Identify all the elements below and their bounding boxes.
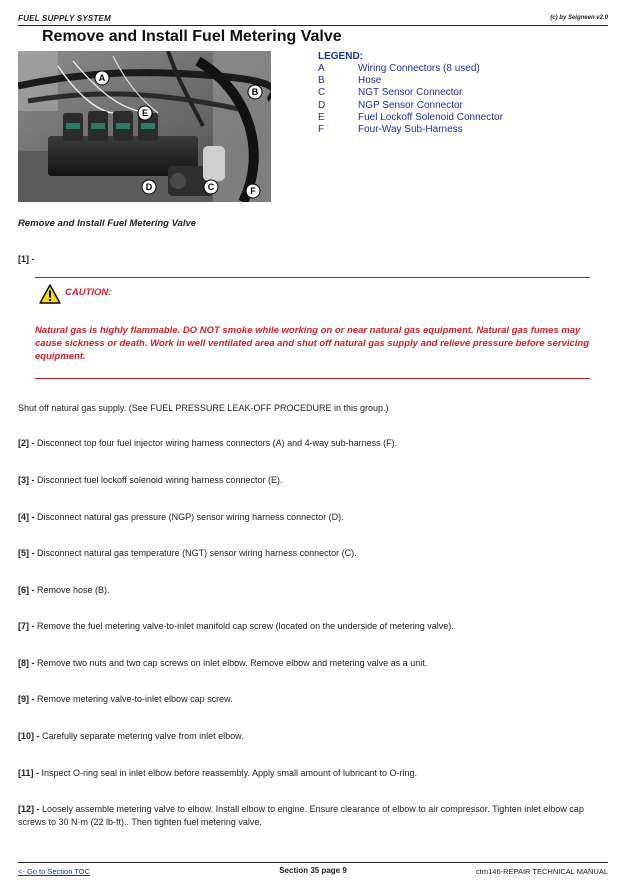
caution-label: CAUTION: [65,287,112,298]
callout-d [142,180,156,194]
engine-photo [18,51,271,202]
svg-text:A: A [98,73,106,83]
svg-text:B: B [251,87,259,97]
step-10 [18,730,608,743]
caution-bottom-rule [35,378,590,379]
manual-name: ctm146-REPAIR TECHNICAL MANUAL [476,867,608,876]
step-number: [3] - [18,475,35,485]
legend-key: D [318,99,326,111]
step-11 [18,767,608,780]
step-text: Remove metering valve-to-inlet elbow cap screw. [34,694,233,704]
svg-text:F: F [250,186,256,196]
legend-key: A [318,63,325,74]
step-text: Disconnect top four fuel injector wiring harness connectors (A) and 4-way sub-harness (F). [34,438,398,448]
step-text: Remove hose (B). [34,585,110,595]
legend-item [318,124,608,136]
legend-key: F [318,124,325,136]
svg-text:D: D [145,182,153,192]
step-2 [18,437,608,450]
step-6 [18,584,608,597]
step-number: [8] - [18,658,35,668]
legend [318,51,608,136]
step-9 [18,693,608,706]
legend-key: E [318,111,325,123]
step-number: [12] - [18,804,40,814]
callout-b [248,85,262,99]
callout-c [204,180,218,194]
page-header [18,10,608,24]
step-number: [10] - [18,731,40,741]
caution-box [35,277,590,381]
step-text: Disconnect fuel lockoff solenoid wiring harness connector (E). [34,475,283,485]
header-divider [18,25,608,26]
step-5 [18,547,608,560]
svg-text:E: E [141,108,149,118]
svg-text:C: C [207,182,215,192]
legend-label: Wiring Connectors (8 used) [358,63,480,74]
callout-f [246,184,260,198]
header-section-title: FUEL SUPPLY SYSTEM [18,14,111,23]
step-text: Disconnect natural gas temperature (NGT) sensor wiring harness connector (C). [34,548,357,558]
step-8 [18,657,608,670]
step-number: [11] - [18,768,40,778]
engine-photo-drawing [18,51,271,202]
page-footer [18,862,608,882]
step-number: [6] - [18,585,35,595]
step-3 [18,474,608,487]
page-title: Remove and Install Fuel Metering Valve [42,28,342,45]
legend-item [318,100,608,112]
step-7 [18,620,608,633]
step-number: [4] - [18,512,35,522]
legend-label: Hose [358,75,382,87]
callout-a [95,71,109,85]
step-text: Loosely assemble metering valve to elbow. Install elbow to engine. Ensure clearance of elbow to air compressor. Tighten inlet elbow cap screws to 30 N·m (22 lb-ft).. Then tighten fuel metering valve. [18,804,584,827]
step-text: Carefully separate metering valve from inlet elbow. [39,731,244,741]
legend-label: Four-Way Sub-Harness [358,124,463,136]
callout-e [138,106,152,120]
step-text: Remove two nuts and two cap screws on inlet elbow. Remove elbow and metering valve as a unit. [34,658,428,668]
page-number: Section 35 page 9 [279,866,347,875]
legend-label: Fuel Lockoff Solenoid Connector [358,111,503,123]
warning-icon [39,284,61,304]
step-text: Inspect O-ring seal in inlet elbow before reassembly. Apply small amount of lubricant to O-ring. [39,768,418,778]
step-4 [18,511,608,524]
step-12 [18,803,606,829]
step-text: Disconnect natural gas pressure (NGP) sensor wiring harness connector (D). [34,512,344,522]
step-number: [7] - [18,621,35,631]
step-1 [18,253,608,266]
caution-text: Natural gas is highly flammable. DO NOT smoke while working on or near natural gas equipment. Natural gas fumes may cause sickness or death. Work in well ventilated area and shut off natural gas supply and relieve pressure before servicing equipment. [35,325,590,362]
section-heading: Remove and Install Fuel Metering Valve [18,218,197,229]
step-number: [1] - [18,254,35,264]
intro-text: Shut off natural gas supply. (See FUEL PRESSURE LEAK-OFF PROCEDURE in this group.) [18,403,389,413]
legend-item [318,75,608,87]
header-brand: (c) by Seigneen v2.0 [550,15,608,21]
legend-key: B [318,75,325,87]
step-number: [9] - [18,694,35,704]
step-number: [5] - [18,548,35,558]
legend-key: C [318,87,326,99]
legend-item [318,63,608,75]
legend-label: NGT Sensor Connector [358,87,463,99]
legend-item [318,87,608,99]
section-toc-link[interactable]: <- Go to Section TOC [18,867,91,876]
step-number: [2] - [18,438,35,448]
step-text: Remove the fuel metering valve-to-inlet manifold cap screw (located on the underside of metering valve). [34,621,454,631]
caution-top-rule [35,277,590,278]
footer-divider [18,862,608,863]
legend-title: LEGEND: [318,51,363,62]
legend-label: NGP Sensor Connector [358,99,463,111]
legend-item [318,112,608,124]
